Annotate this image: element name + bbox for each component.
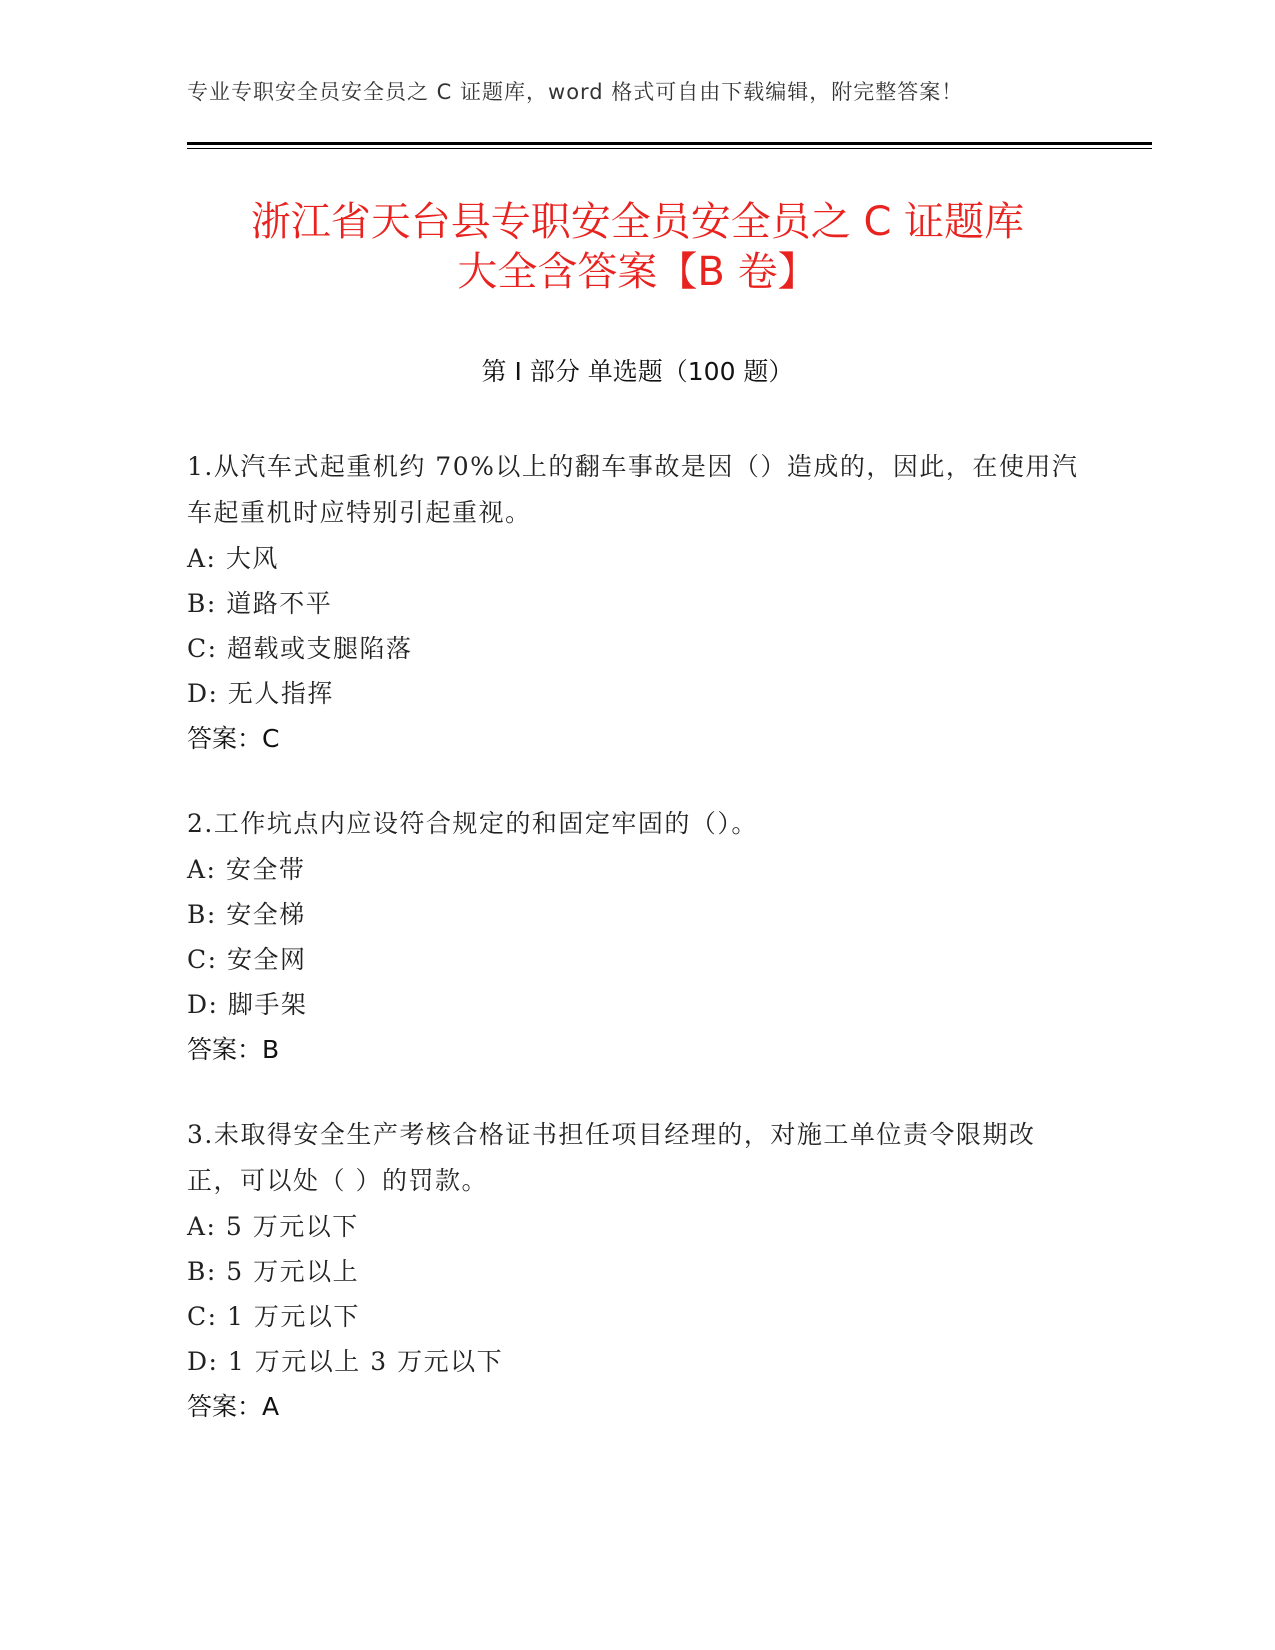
option-a: A: 5 万元以下 [187,1212,359,1241]
option-b: B: 道路不平 [187,589,333,618]
option-b: B: 5 万元以上 [187,1257,360,1286]
question-stem: 3.未取得安全生产考核合格证书担任项目经理的，对施工单位责令限期改正，可以处（ ）的罚款。 [187,1120,1036,1195]
question-2 [187,801,1087,1072]
document-title-line-1: 浙江省天台县专职安全员安全员之 C 证题库 [250,199,1025,245]
document-title [150,197,1125,297]
question-3 [187,1112,1087,1429]
option-c: C: 1 万元以下 [187,1302,360,1331]
question-list [187,444,1087,1469]
option-a: A: 安全带 [187,855,306,884]
question-stem: 2.工作坑点内应设符合规定的和固定牢固的（）。 [187,809,758,838]
option-c: C: 安全网 [187,945,307,974]
answer: 答案：C [187,724,280,753]
question-stem: 1.从汽车式起重机约 70%以上的翻车事故是因（）造成的，因此，在使用汽车起重机时应特别引起重视。 [187,452,1079,527]
option-d: D: 1 万元以上 3 万元以下 [187,1347,504,1376]
answer: 答案：A [187,1392,280,1421]
header-rule-thick [187,142,1152,145]
document-title-line-2: 大全含答案【B 卷】 [457,249,818,295]
header-rule-thin [187,148,1152,149]
option-b: B: 安全梯 [187,900,306,929]
answer: 答案：B [187,1035,280,1064]
header-note: 专业专职安全员安全员之 C 证题库，word 格式可自由下载编辑，附完整答案！ [187,80,964,104]
question-1 [187,444,1087,761]
section-title: 第 I 部分 单选题（100 题） [481,357,794,386]
option-c: C: 超载或支腿陷落 [187,634,413,663]
option-a: A: 大风 [187,544,279,573]
option-d: D: 脚手架 [187,990,308,1019]
option-d: D: 无人指挥 [187,679,334,708]
